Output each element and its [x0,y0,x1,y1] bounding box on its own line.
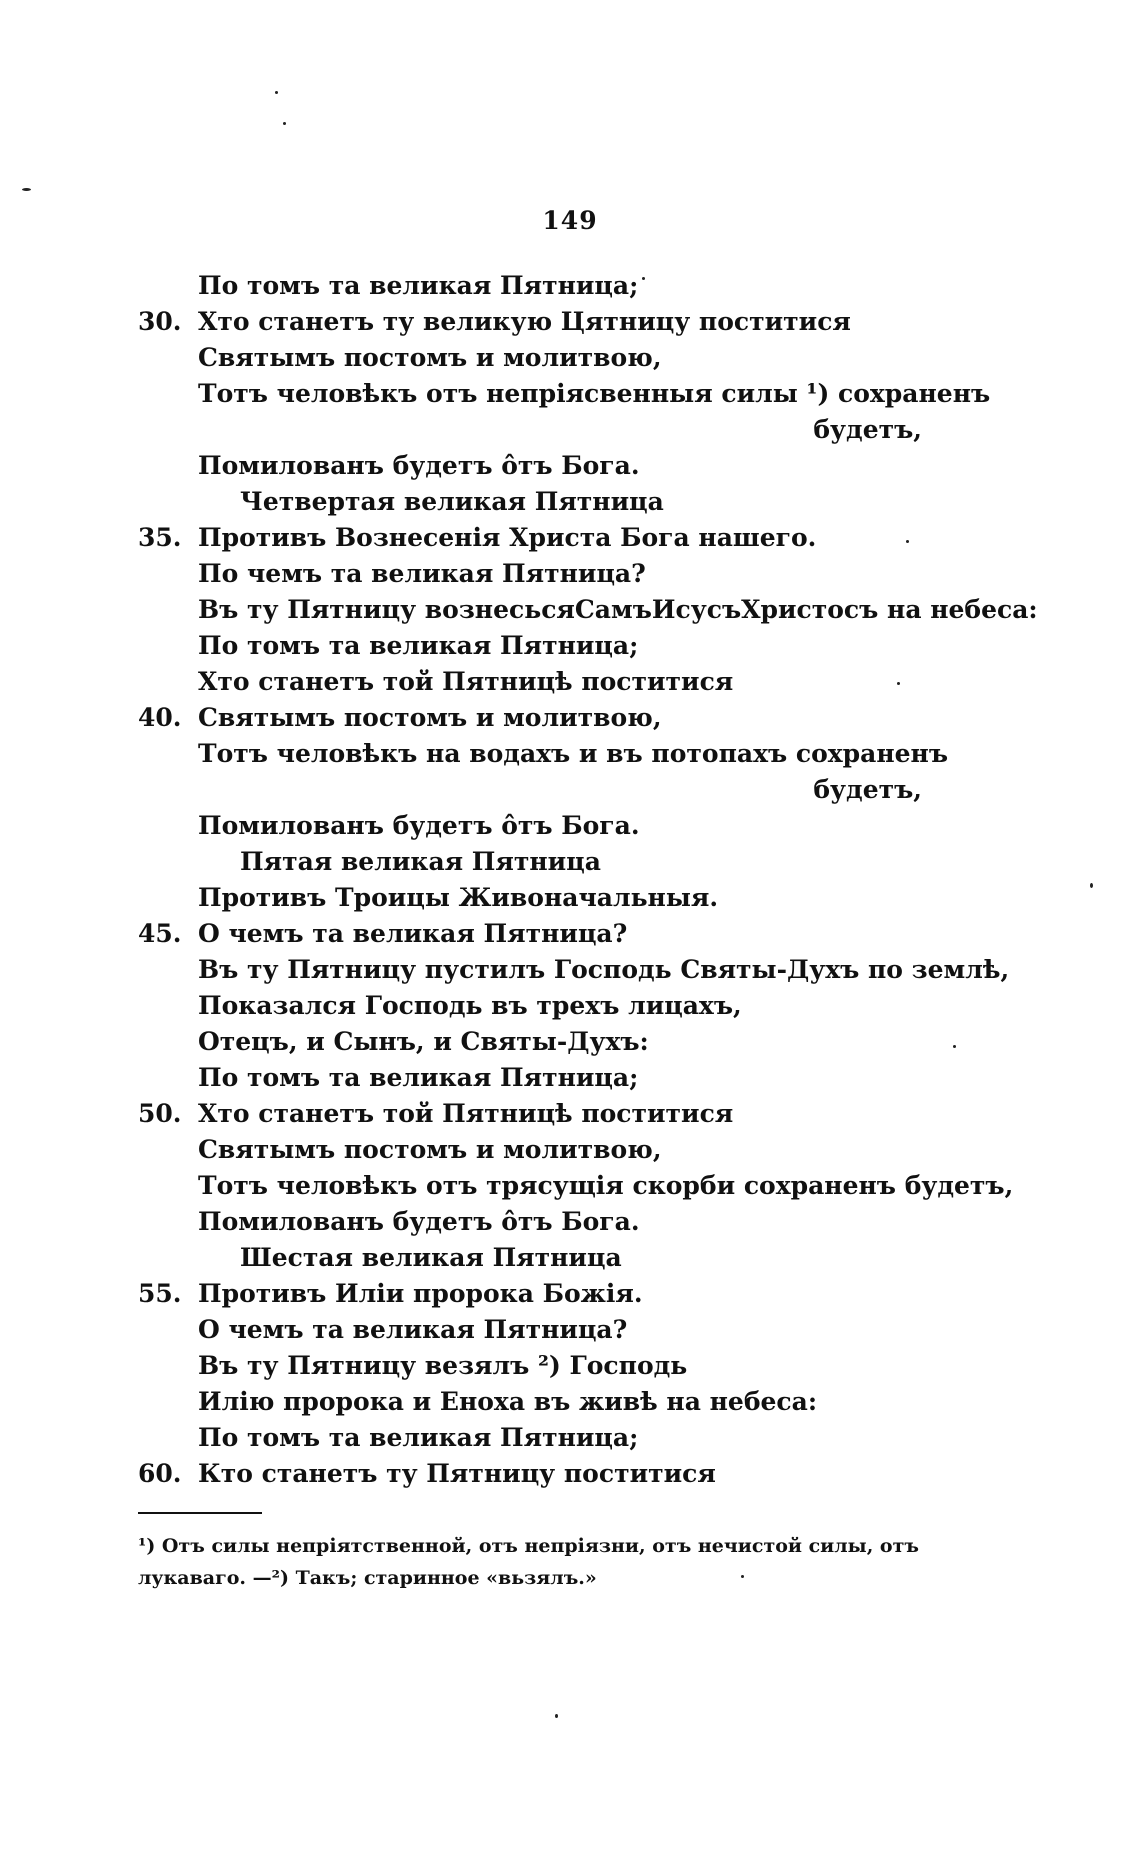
verse-line [0,1168,1140,1204]
section-heading [0,484,1140,520]
line-text: Хто станетъ той Пятницѣ поститися [198,1099,734,1128]
line-number: 35. [138,523,182,552]
verse-line [0,628,1140,664]
verse-line [0,1024,1140,1060]
verse-line [0,1456,1140,1492]
verse-line [0,1384,1140,1420]
footnote-line: лукаваго. —²) Такъ; старинное «вьзялъ.» [138,1567,597,1589]
verse-line [0,556,1140,592]
verse-line [0,1348,1140,1384]
line-number: 30. [138,307,182,336]
verse-line [0,1312,1140,1348]
verse-line-continuation [0,772,1140,808]
line-text: Шестая великая Пятница [240,1243,622,1272]
line-text: Илію пророка и Еноха въ живѣ на небеса: [198,1387,818,1416]
verse-line [0,268,1140,304]
section-heading [0,844,1140,880]
scan-speck [642,277,645,280]
line-text: Противъ Вознесенія Христа Бога нашего. [198,523,817,552]
scan-speck [555,1714,558,1718]
line-number: 50. [138,1099,182,1128]
verse-line [0,880,1140,916]
verse-line [0,988,1140,1024]
scan-speck [275,91,278,94]
section-heading [0,1240,1140,1276]
line-text: Четвертая великая Пятница [240,487,664,516]
line-text: О чемъ та великая Пятница? [198,919,628,948]
line-text: По томъ та великая Пятница; [198,271,639,300]
verse-line [0,1276,1140,1312]
verse-line [0,520,1140,556]
line-text: Святымъ постомъ и молитвою, [198,343,662,372]
footnote-divider [138,1512,262,1514]
verse-line [0,592,1140,628]
line-text: Святымъ постомъ и молитвою, [198,1135,662,1164]
scan-speck [741,1575,744,1578]
verse-line [0,448,1140,484]
line-text: Святымъ постомъ и молитвою, [198,703,662,732]
verse-line [0,1420,1140,1456]
scan-speck [283,122,286,125]
line-number: 55. [138,1279,182,1308]
line-text: Отецъ, и Сынъ, и Святы-Духъ: [198,1027,649,1056]
scan-speck [906,540,909,543]
verse-line [0,700,1140,736]
line-text: Показался Господь въ трехъ лицахъ, [198,991,742,1020]
verse-line [0,1132,1140,1168]
scan-speck [953,1045,956,1048]
line-text: Помилованъ будетъ о̂тъ Бога. [198,1207,640,1236]
line-text: Тотъ человѣкъ отъ непріясвенныя силы ¹) сохраненъ [198,379,991,408]
line-number: 45. [138,919,182,948]
line-text: По томъ та великая Пятница; [198,631,639,660]
page-number: 149 [542,206,598,235]
line-text: Тотъ человѣкъ отъ трясущія скорби сохраненъ будетъ, [198,1171,1014,1200]
footnotes [138,1530,922,1594]
verse-line [0,916,1140,952]
line-text: Въ ту Пятницу пустилъ Господь Святы-Духъ по землѣ, [198,955,1010,984]
line-text: По томъ та великая Пятница; [198,1063,639,1092]
line-text: Противъ Иліи пророка Божія. [198,1279,643,1308]
verse-line [0,664,1140,700]
verse-block [0,268,1140,1492]
verse-line [0,952,1140,988]
verse-line [0,304,1140,340]
verse-line [0,1204,1140,1240]
line-text: Въ ту Пятницу вознесьсяСамъИсусъХристосъ на небеса: [198,595,1038,624]
line-text: Помилованъ будетъ о̂тъ Бога. [198,451,640,480]
verse-line [0,736,1140,772]
verse-line [0,808,1140,844]
line-text: Помилованъ будетъ о̂тъ Бога. [198,811,640,840]
line-text: будетъ, [813,415,922,444]
verse-line-continuation [0,412,1140,448]
verse-line [0,1096,1140,1132]
line-text: По томъ та великая Пятница; [198,1423,639,1452]
line-text: О чемъ та великая Пятница? [198,1315,628,1344]
scan-speck [1090,883,1093,888]
line-text: Хто станетъ той Пятницѣ поститися [198,667,734,696]
line-text: Въ ту Пятницу везялъ ²) Господь [198,1351,688,1380]
line-text: По чемъ та великая Пятница? [198,559,646,588]
footnote-line: ¹) Отъ силы непріятственной, отъ непріязни, отъ нечистой силы, отъ [138,1535,919,1557]
scan-speck [22,188,31,191]
line-text: Хто станетъ ту великую Цятницу поститися [198,307,851,336]
line-text: Противъ Троицы Живоначальныя. [198,883,719,912]
scan-speck [897,682,900,685]
line-text: Кто станетъ ту Пятницу поститися [198,1459,716,1488]
line-text: Пятая великая Пятница [240,847,601,876]
line-text: будетъ, [813,775,922,804]
line-number: 60. [138,1459,182,1488]
verse-line [0,376,1140,412]
verse-line [0,1060,1140,1096]
verse-line [0,340,1140,376]
line-text: Тотъ человѣкъ на водахъ и въ потопахъ сохраненъ [198,739,949,768]
line-number: 40. [138,703,182,732]
